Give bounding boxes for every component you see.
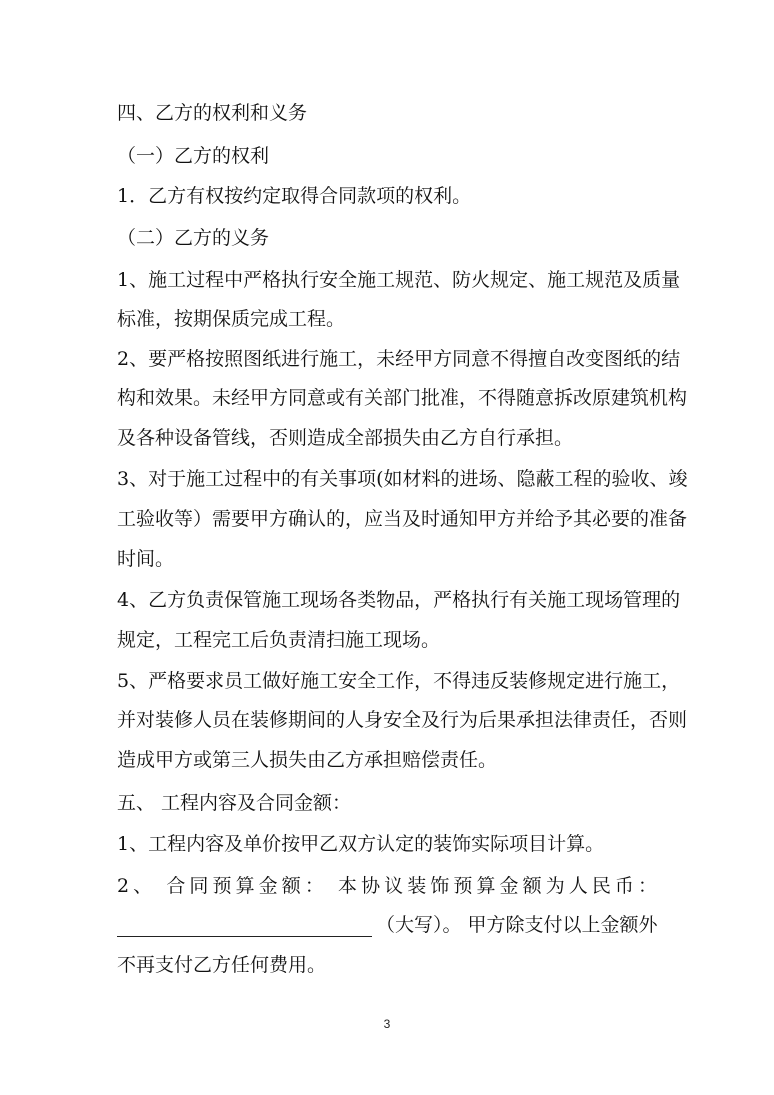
duty-3-line-2: 工验收等）需要甲方确认的，应当及时通知甲方并给予其必要的准备 [117, 508, 688, 530]
duty-1-line-2: 标准，按期保质完成工程。 [117, 308, 346, 330]
page-number: 3 [383, 1017, 391, 1031]
duties-heading: （二）乙方的义务 [117, 227, 270, 249]
amount-suffix: （大写）。 甲方除支付以上金额外 [376, 914, 658, 936]
section4-title: 四、乙方的权利和义务 [117, 102, 308, 124]
duty-5-line-2: 并对装修人员在装修期间的人身安全及行为后果承担法律责任，否则 [117, 709, 688, 731]
section5-title: 五、 工程内容及合同金额： [117, 792, 352, 814]
duty-3-line-1: 3、对于施工过程中的有关事项(如材料的进场、隐蔽工程的验收、竣 [117, 468, 688, 490]
duty-5-line-1: 5、严格要求员工做好施工安全工作，不得违反装修规定进行施工， [117, 670, 681, 692]
duty-4-line-2: 规定，工程完工后负责清扫施工现场。 [117, 629, 441, 651]
amount-blank-line [117, 918, 372, 937]
section5-item-2-line-2 [117, 913, 657, 937]
duty-2-line-3: 及各种设备管线，否则造成全部损失由乙方自行承担。 [117, 427, 574, 449]
duty-2-line-2: 构和效果。未经甲方同意或有关部门批准，不得随意拆改原建筑机构 [117, 387, 688, 409]
section5-item-2-line-3: 不再支付乙方任何费用。 [117, 954, 327, 976]
rights-item-1: 1．乙方有权按约定取得合同款项的权利。 [117, 185, 472, 207]
section5-item-1: 1、工程内容及单价按甲乙双方认定的装饰实际项目计算。 [117, 833, 605, 855]
duty-2-line-1: 2、要严格按照图纸进行施工，未经甲方同意不得擅自改变图纸的结 [117, 348, 681, 370]
duty-5-line-3: 造成甲方或第三人损失由乙方承担赔偿责任。 [117, 749, 498, 771]
rights-heading: （一）乙方的权利 [117, 145, 270, 167]
duty-1-line-1: 1、施工过程中严格执行安全施工规范、防火规定、施工规范及质量 [117, 269, 681, 291]
duty-3-line-3: 时间。 [117, 548, 175, 570]
section5-item-2-line-1: 2、 合同预算金额： 本协议装饰预算金额为人民币： [117, 875, 657, 897]
duty-4-line-1: 4、乙方负责保管施工现场各类物品，严格执行有关施工现场管理的 [117, 589, 681, 611]
